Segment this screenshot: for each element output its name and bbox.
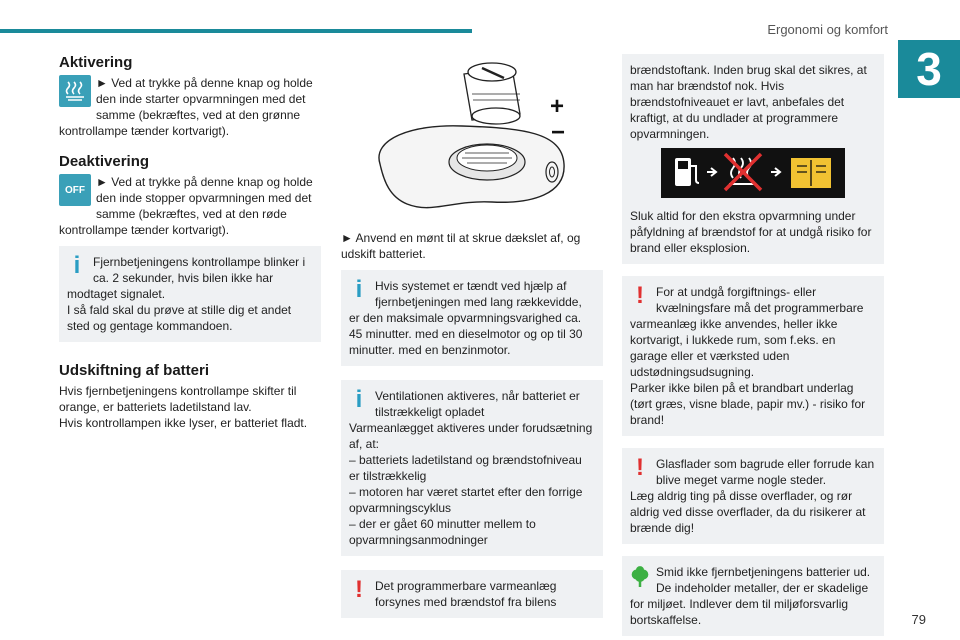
activation-text: ► Ved at trykke på denne knap og holde den inde starter opvarmningen med det samme (bekræftes, ved at den grønne kontrollampe tænder kortvarigt).: [59, 76, 313, 138]
coin-instruction: ► Anvend en mønt til at skrue dækslet af, og udskift batteriet.: [341, 231, 581, 261]
fuel-note-continued: [622, 54, 884, 264]
fuel-continued-text: brændstoftank. Inden brug skal det sikres, at man har brændstof nok. Hvis brændstofniveauet er lavt, anbefales det kraftigt, at du undlader at programmere opvarmningen.: [630, 63, 867, 141]
warning-poison-line1: For at undgå forgiftnings- eller kvælningsfare må det programmerbare varmeanlæg ikke anvendes, heller ikke kortvarigt, i lukkede rum, som f.eks. en garage eller et værksted uden udstødningsudsugning.: [630, 285, 864, 379]
battery-text1: Hvis fjernbetjeningens kontrollampe skifter til orange, er batteriets ladetilstand lav.: [59, 384, 297, 414]
info-note-line2: I så fald skal du prøve at stille dig et andet sted og gentage kommandoen.: [67, 303, 292, 333]
warning-note-poison: [622, 276, 884, 436]
battery-text2: Hvis kontrollampen ikke lyser, er batteriet fladt.: [59, 416, 308, 430]
section-title: Ergonomi og komfort: [767, 22, 888, 37]
manual-book-icon: [791, 158, 831, 188]
warning-note-fuel: [341, 570, 603, 618]
info-note-range: [341, 270, 603, 366]
info-icon: i: [73, 252, 81, 279]
refuel-pictogram: [661, 148, 845, 198]
activation-paragraph: [59, 75, 321, 139]
deactivation-paragraph: [59, 174, 321, 238]
column-middle: [341, 54, 603, 618]
info-icon: i: [355, 386, 363, 413]
deactivation-text: ► Ved at trykke på denne knap og holde den inde stopper opvarmningen med det samme (bekræftes, ved at den røde kontrollampe tænder kortvarigt).: [59, 175, 313, 237]
ventilation-line5: – der er gået 60 minutter mellem to opvarmningsanmodninger: [349, 517, 536, 547]
tree-icon: [630, 564, 650, 590]
warning-icon: !: [355, 576, 363, 603]
eco-note: [622, 556, 884, 636]
refuel-note-text: Sluk altid for den ekstra opvarmning under påfyldning af brændstof for at undgå risiko for brand eller eksplosion.: [630, 209, 872, 255]
warning-note-glass: [622, 448, 884, 544]
warning-glass-line2: Læg aldrig ting på disse overflader, og rør aldrig ved disse overflader, da du risikerer at brænde dig!: [630, 489, 866, 535]
info-note-signal: [59, 246, 321, 342]
warning-icon: !: [636, 454, 644, 481]
info-icon: i: [355, 276, 363, 303]
warning-poison-line2: Parker ikke bilen på et brandbart underlag (tørt græs, visne blade, papir mv.) - risiko for brand!: [630, 381, 866, 427]
off-button-icon: OFF: [59, 174, 91, 206]
plus-sign: +: [550, 93, 565, 120]
warning-glass-line1: Glasflader som bagrude eller forrude kan blive meget varme nogle steder.: [656, 457, 875, 487]
fuel-pump-icon: [675, 158, 699, 186]
ventilation-line2: Varmeanlægget aktiveres under forudsætning af, at:: [349, 421, 593, 451]
ventilation-line1: Ventilationen aktiveres, når batteriet er tilstrækkeligt opladet: [375, 389, 580, 419]
warning-fuel-start: Det programmerbare varmeanlæg forsynes med brændstof fra bilens: [375, 579, 557, 609]
column-left: [59, 54, 321, 431]
column-right: [622, 54, 884, 636]
heater-off-icon: [725, 154, 761, 190]
minus-sign: −: [551, 119, 566, 146]
ventilation-line3: – batteriets ladetilstand og brændstofniveau er tilstrækkelig: [349, 453, 582, 483]
eco-note-text: Smid ikke fjernbetjeningens batterier ud. De indeholder metaller, der er skadelige for miljøet. Indlever dem til miljøforsvarlig bortskaffelse.: [630, 565, 871, 627]
battery-heading: Udskiftning af batteri: [59, 362, 210, 379]
chapter-number-badge: 3: [898, 40, 960, 98]
header-accent-bar: [0, 29, 472, 33]
info-note-ventilation: [341, 380, 603, 556]
deactivation-heading: Deaktivering: [59, 153, 150, 170]
page-number: 79: [911, 612, 926, 627]
info-note-line1: Fjernbetjeningens kontrollampe blinker i ca. 2 sekunder, hvis bilen ikke har modtaget signalet.: [67, 255, 306, 301]
heater-icon: [59, 75, 91, 107]
info-note-range-text: Hvis systemet er tændt ved hjælp af fjernbetjeningen med lang rækkevidde, er den maksimale opvarmningsvarighed ca. 45 minutter. med en dieselmotor og op til 30 minutter. med en benzinmotor.: [349, 279, 583, 357]
activation-heading: Aktivering: [59, 54, 133, 71]
ventilation-line4: – motoren har været startet efter den forrige opvarmningscyklus: [349, 485, 583, 515]
remote-battery-cover-illustration: [352, 54, 592, 224]
warning-icon: !: [636, 282, 644, 309]
